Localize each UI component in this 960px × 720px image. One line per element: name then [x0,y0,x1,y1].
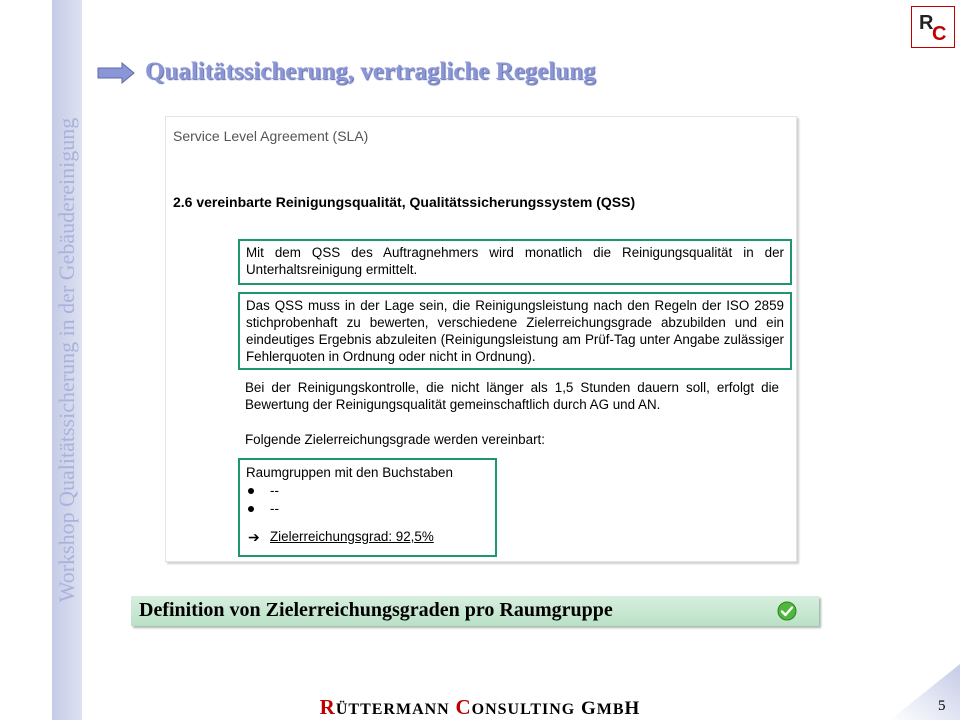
sla-document [165,116,797,562]
highlight-box-iso-2859 [238,292,792,370]
inspection-paragraph: Bei der Reinigungskontrolle, die nicht länger als 1,5 Stunden dauern soll, erfolgt die Bewertung der Reinigungsqualität gemeinschaftlich durch AG und AN. [245,380,779,412]
list-item-text: -- [270,483,279,498]
corner-decoration [890,664,960,720]
highlight-box-room-groups [238,458,497,557]
logo-letter-r: R [919,12,934,34]
footer-company-name [0,695,960,720]
box1-text: Mit dem QSS des Auftragnehmers wird monatlich die Reinigungsqualität in der Unterhaltsreinigung ermittelt. [246,245,784,277]
target-grade-text: Zielerreichungsgrad: 92,5% [270,529,434,544]
document-heading: 2.6 vereinbarte Reinigungsqualität, Qualitätssicherungssystem (QSS) [173,194,636,210]
slide-title: Qualitätssicherung, vertragliche Regelung [145,58,596,85]
logo-letter-c: C [932,23,947,45]
checkmark-icon [777,601,797,621]
company-logo [911,6,955,48]
highlight-box-monthly-quality [238,239,792,285]
arrow-bullet-icon: ➔ [248,529,260,545]
room-groups-title: Raumgruppen mit den Buchstaben [246,465,453,480]
footer-word-3: MB [596,701,625,718]
list-item-text: -- [270,501,279,516]
box2-text: Das QSS muss in der Lage sein, die Reinigungsleistung nach den Regeln der ISO 2859 stichprobenhaft zu bewerten, verschiedene Zielerreichungsgrade abzubilden und ein eindeutiges Ergebnis abzuleiten (Reinigungsleistung am Prüf-Tag unter Angabe zulässiger Fehlerquoten in Ordnung oder nicht in Ordnung). [246,298,784,364]
page-number: 5 [938,698,946,714]
sidebar-title: Workshop Qualitätssicherung in der Gebäudereinigung [54,117,79,603]
footer-initial-c: C [455,695,472,719]
footer-word-2: ONSULTING [471,701,576,718]
bullet-icon [248,506,254,512]
list-item [246,500,489,518]
bullet-icon [248,488,254,494]
footer-initial-g: G [580,698,597,719]
target-grade-line [246,528,489,546]
banner-text: Definition von Zielerreichungsgraden pro Raumgruppe [139,599,613,621]
room-groups-list [246,482,489,518]
document-header: Service Level Agreement (SLA) [173,128,369,144]
arrow-right-icon [96,62,136,84]
target-grades-paragraph: Folgende Zielerreichungsgrade werden vereinbart: [245,432,545,447]
list-item [246,482,489,500]
footer-word-1: ÜTTERMANN [335,701,450,718]
footer-final-h: H [624,698,641,719]
summary-banner [131,596,819,626]
footer-initial-r: R [319,695,336,719]
